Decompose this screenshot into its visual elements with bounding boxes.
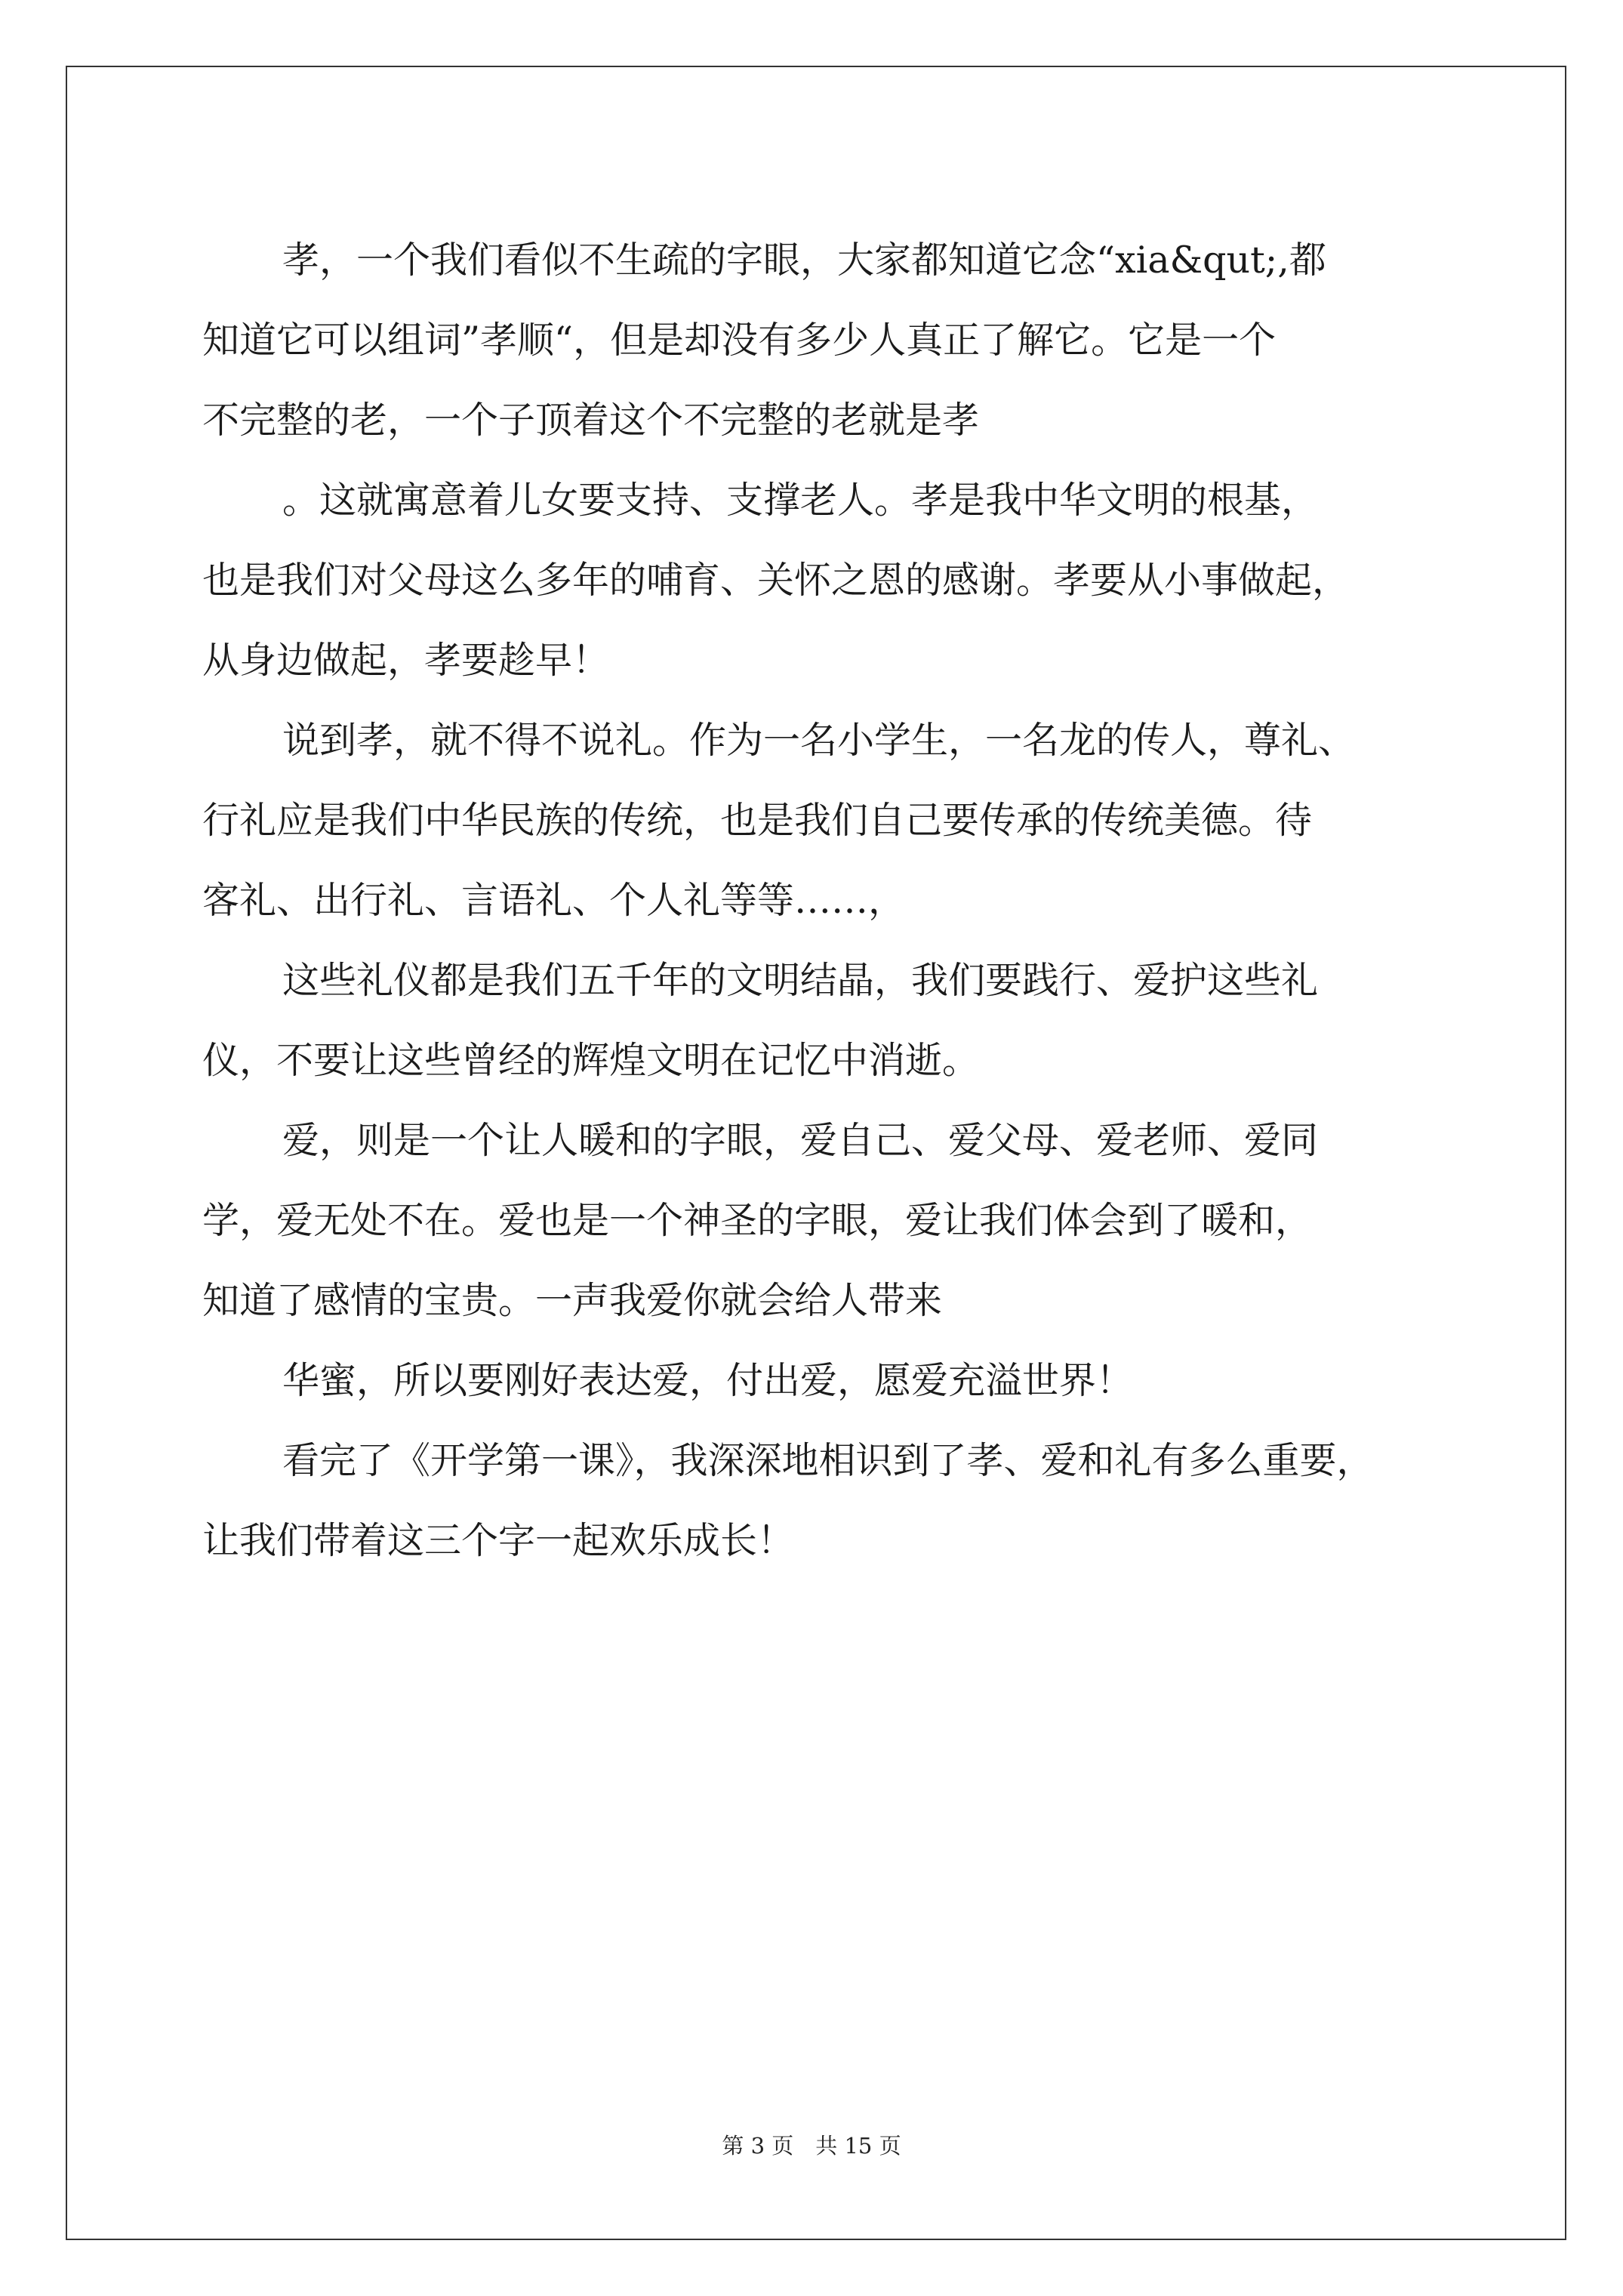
text-line-2: 知道它可以组词”孝顺“，但是却没有多少人真正了解它。它是一个 — [202, 319, 1277, 362]
text-line-11: 仪，不要让这些曾经的辉煌文明在记忆中消逝。 — [202, 1039, 980, 1082]
text-line-13: 学，爱无处不在。爱也是一个神圣的字眼，爱让我们体会到了暖和， — [202, 1199, 1313, 1242]
text-line-17: 让我们带着这三个字一起欢乐成长！ — [202, 1519, 795, 1562]
document-body — [202, 220, 1440, 1581]
text-line-7: 说到孝，就不得不说礼。作为一名小学生，一名龙的传人，尊礼、 — [282, 719, 1356, 762]
text-line-5: 也是我们对父母这么多年的哺育、关怀之恩的感谢。孝要从小事做起， — [202, 559, 1350, 602]
text-line-15: 华蜜，所以要刚好表达爱，付出爱，愿爱充溢世界！ — [282, 1359, 1134, 1402]
text-line-4: 。这就寓意着儿女要支持、支撑老人。孝是我中华文明的根基， — [282, 479, 1319, 522]
text-line-6: 从身边做起，孝要趁早！ — [202, 639, 610, 682]
page-number-footer: 第 3 页 共 15 页 — [722, 2133, 901, 2159]
text-line-16: 看完了《开学第一课》，我深深地相识到了孝、爱和礼有多么重要， — [282, 1439, 1374, 1482]
text-line-1: 孝，一个我们看似不生疏的字眼，大家都知道它念“xia&qut;,都 — [282, 239, 1326, 282]
text-line-10: 这些礼仪都是我们五千年的文明结晶，我们要践行、爱护这些礼 — [282, 959, 1319, 1002]
text-line-9: 客礼、出行礼、言语礼、个人礼等等……， — [202, 879, 906, 922]
text-line-8: 行礼应是我们中华民族的传统，也是我们自己要传承的传统美德。待 — [202, 799, 1313, 842]
text-line-12: 爱，则是一个让人暖和的字眼，爱自己、爱父母、爱老师、爱同 — [282, 1119, 1319, 1162]
text-line-14: 知道了感情的宝贵。一声我爱你就会给人带来 — [202, 1279, 943, 1322]
text-line-3: 不完整的老，一个子顶着这个不完整的老就是孝 — [202, 399, 980, 442]
